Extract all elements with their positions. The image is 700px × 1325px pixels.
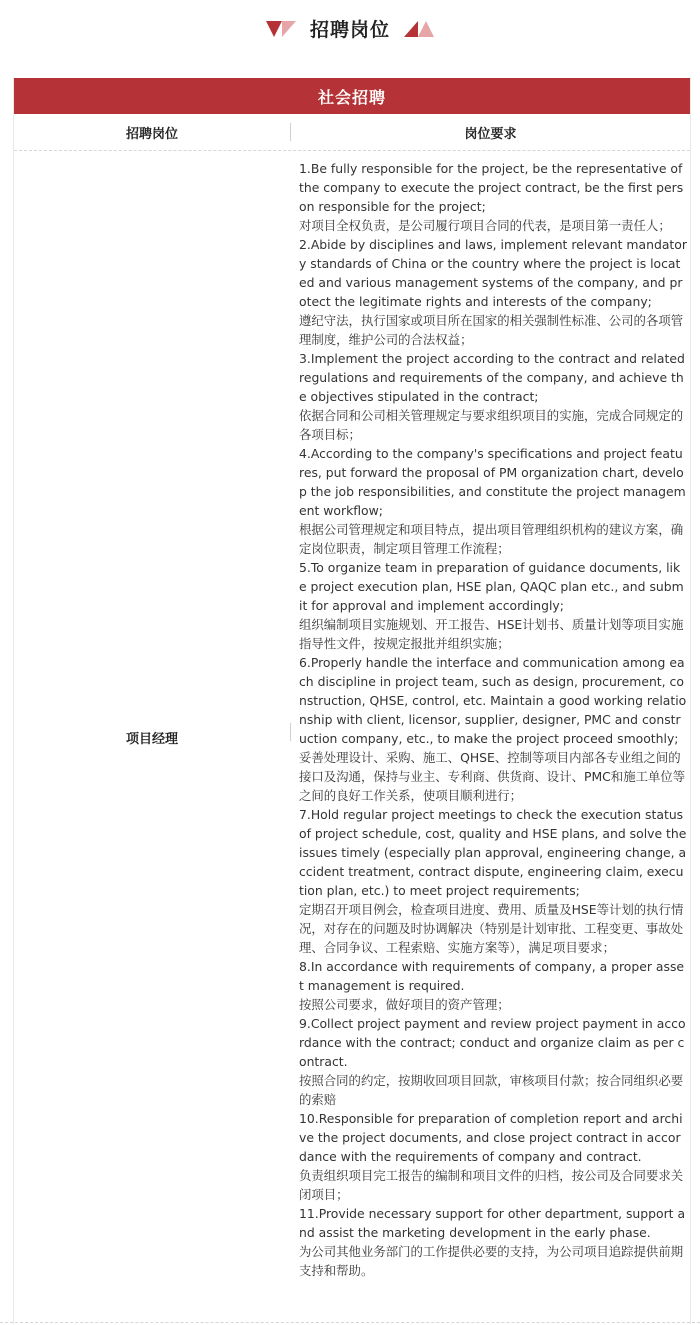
requirement-line: 2.Abide by disciplines and laws, implement relevant mandatory standards of China or the country where the project is located and various management systems of the company, and protect the legitimate rights and interests of the company; (299, 237, 687, 309)
requirement-line: 4.According to the company's specifications and project features, put forward the proposal of PM organization chart, develop the job responsibilities, and constitute the project management workflow; (299, 446, 686, 518)
requirement-line: 5.To organize team in preparation of guidance documents, like project execution plan, HSE plan, QAQC plan etc., and submit for approval and implement accordingly; (299, 560, 684, 613)
row-divider (290, 723, 291, 741)
requirement-line: 负责组织项目完工报告的编制和项目文件的归档，按公司及合同要求关闭项目； (299, 1168, 684, 1202)
requirement-line: 为公司其他业务部门的工作提供必要的支持，为公司项目追踪提供前期支持和帮助。 (299, 1244, 684, 1278)
column-header-position: 招聘岗位 (125, 126, 178, 142)
section-header (0, 0, 700, 56)
requirement-line: 定期召开项目例会，检查项目进度、费用、质量及HSE等计划的执行情况，对存在的问题及时协调解决（特别是计划审批、工程变更、事故处理、合同争议、工程索赔、实施方案等），满足项目要求； (299, 902, 684, 955)
requirement-line: 按照合同的约定，按期收回项目回款，审核项目付款；按合同组织必要的索赔 (299, 1073, 684, 1107)
triangle-decoration-left-icon (266, 17, 302, 39)
requirement-line: 依据合同和公司相关管理规定与要求组织项目的实施，完成合同规定的各项目标； (299, 408, 684, 442)
requirement-line: 组织编制项目实施规划、开工报告、HSE计划书、质量计划等项目实施指导性文件，按规定报批并组织实施； (299, 617, 684, 651)
section-title: 招聘岗位 (309, 18, 390, 41)
recruitment-table (13, 78, 691, 1324)
column-header-requirements: 岗位要求 (464, 126, 517, 142)
triangle-decoration-right-icon (398, 17, 434, 39)
table-row (14, 151, 690, 1323)
requirement-line: 10.Responsible for preparation of completion report and archive the project documents, and close project contract in accordance with the requirements of company and contract. (299, 1111, 683, 1164)
requirement-line: 11.Provide necessary support for other department, support and assist the marketing development in the early phase. (299, 1206, 686, 1240)
requirement-line: 1.Be fully responsible for the project, be the representative of the company to execute the project contract, be the first person responsible for the project; (299, 161, 684, 214)
requirement-line: 对项目全权负责，是公司履行项目合同的代表，是项目第一责任人； (299, 218, 671, 233)
bottom-dashed-divider (0, 1322, 700, 1323)
position-name: 项目经理 (125, 731, 178, 747)
requirement-line: 3.Implement the project according to the contract and related regulations and requirements of the company, and achieve the objectives stipulated in the contract; (299, 351, 685, 404)
requirement-line: 9.Collect project payment and review project payment in accordance with the contract; conduct and organize claim as per contract. (299, 1016, 686, 1069)
requirement-line: 遵纪守法，执行国家或项目所在国家的相关强制性标准、公司的各项管理制度，维护公司的合法权益； (299, 313, 684, 347)
table-header-row (14, 114, 690, 151)
requirements-cell (299, 159, 687, 1280)
requirement-line: 7.Hold regular project meetings to check the execution status of project schedule, cost, quality and HSE plans, and solve the issues timely (especially plan approval, engineering change, accident treatment, contract dispute, engineering claim, execution plan, etc.) to meet project requirements; (299, 807, 687, 898)
requirement-line: 根据公司管理规定和项目特点，提出项目管理组织机构的建议方案，确定岗位职责，制定项目管理工作流程； (299, 522, 684, 556)
requirement-line: 6.Properly handle the interface and communication among each discipline in project team, such as design, procurement, construction, QHSE, control, etc. Maintain a good working relationship with client, licensor, supplier, designer, PMC and construction company, etc., to make the project proceed smoothly; (299, 655, 687, 746)
requirement-line: 8.In accordance with requirements of company, a proper asset management is required. (299, 959, 685, 993)
table-banner: 社会招聘 (14, 78, 690, 114)
requirement-line: 妥善处理设计、采购、施工、QHSE、控制等项目内部各专业组之间的接口及沟通，保持与业主、专利商、供货商、设计、PMC和施工单位等之间的良好工作关系，使项目顺利进行； (299, 750, 686, 803)
requirement-line: 按照公司要求，做好项目的资产管理； (299, 997, 510, 1012)
